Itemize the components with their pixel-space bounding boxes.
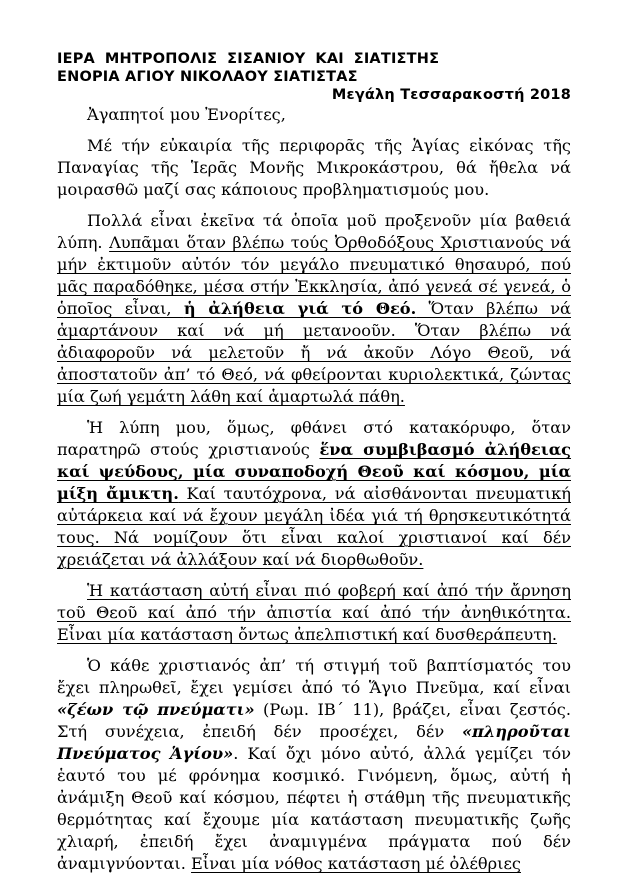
paragraph-2 [57,210,571,408]
date-heading: Μεγάλη Τεσσαρακοστή 2018 [331,87,571,103]
text-run: . Καί ὄχι μόνο αὐτό, ἀλλά γεμίζει τόν ἑαυτό του μέ φρόνημα κοσμικό. Γινόμενη, ὅμως, αὐτή ἡ ἀνάμιξη Θεοῦ καί κόσμου, πέφτει ἡ στάθμη τῆς πνευματικῆς θερμότητας καί ἔχουμε μία κατάσταση πνευματικῆς ζωῆς χλιαρή, ἐπειδή ἔχει ἀναμιγμένα πράγματα πού δέν ἀναμιγνύονται. [57,744,571,873]
underlined-run: Ὅταν βλέπω νά ἁμαρτάνουν καί νά μή μετανοοῦν. Ὅταν βλέπω νά ἀδιαφοροῦν νά μελετοῦν ἤ νά ἀκοῦν Λόγο Θεοῦ, νά ἀποστατοῦν ἀπ’ τό Θεό, νά φθείρονται κυριολεκτικά, ζώντας μία ζωή γεμάτη λάθη καί ἁμαρτωλά πάθη. [57,299,571,406]
underlined-run: Λυπᾶμαι ὅταν βλέπω τούς Ὀρθοδόξους Χριστιανούς νά μήν ἐκτιμοῦν αὐτόν τόν μεγάλο πνευματικό θησαυρό, πού μᾶς παραδόθηκε, μέσα στήν Ἐκκλησία, ἀπό γενεά σέ γενεά, ὁ ὁποῖος εἶναι, [57,233,571,318]
metropolis-name: ΙΕΡΑ ΜΗΤΡΟΠΟΛΙΣ ΣΙΣΑΝΙΟΥ ΚΑΙ ΣΙΑΤΙΣΤΗΣ [57,51,440,67]
salutation: Ἀγαπητοί μου Ἐνορίτες, [87,105,286,124]
text-run: Πολλά εἶναι ἐκεῖνα τά ὁποῖα μοῦ προξενοῦν μία βαθειά λύπη. [57,211,571,252]
scripture-quote: «ζέων τῷ πνεύματι» [57,700,255,719]
bold-underlined-run: ἕνα συμβιβασμό ἀλήθειας καί ψεύδους, μία συναποδοχή Θεοῦ καί κόσμου, μία μίξη ἄμικτη. [57,440,572,503]
text-run: Ὁ κάθε χριστιανός ἀπ’ τή στιγμή τοῦ βαπτίσματός του ἔχει πληρωθεῖ, ἔχει γεμίσει ἀπό τό Ἅγιο Πνεῦμα, καί εἶναι [57,656,571,697]
paragraph-5 [57,655,571,875]
underlined-run: Ἡ κατάσταση αὐτή εἶναι πιό φοβερή καί ἀπό τήν ἄρνηση τοῦ Θεοῦ καί ἀπό τήν ἀπιστία καί ἀπό τήν ἀνηθικότητα. Εἶναι μία κατάσταση ὄντως ἀπελπιστική καί δυσθεράπευτη. [57,581,571,644]
text-run: (Ρωμ. ΙΒ´ 11), βράζει, εἶναι ζεστός. Στή συνέχεια, ἐπειδή δέν προσέχει, δέν [57,700,571,741]
letter-body [57,104,571,875]
paragraph-3 [57,417,571,571]
paragraph-4 [57,580,571,646]
bold-underlined-run: ἡ ἀλήθεια γιά τό Θεό. [183,299,417,318]
text-run: Μέ τήν εὐκαιρία τῆς περιφορᾶς τῆς Ἁγίας εἰκόνας τῆς Παναγίας τῆς Ἱερᾶς Μονῆς Μικροκάστρου, θά ἤθελα νά μοιρασθῶ μαζί σας κάποιους προβληματισμούς μου. [57,136,571,199]
parish-name: ΕΝΟΡΙΑ ΑΓΙΟΥ ΝΙΚΟΛΑΟΥ ΣΙΑΤΙΣΤΑΣ [57,69,358,85]
paragraph-1 [57,135,571,201]
scripture-quote: «πληροῦται Πνεύματος Ἁγίου» [57,722,571,763]
letterhead [57,50,571,104]
underlined-run: Εἶναι μία νόθος κατάσταση μέ ὀλέθριες [191,854,521,873]
text-run: Ἡ λύπη μου, ὅμως, φθάνει στό κατακόρυφο, ὅταν παρατηρῶ στούς χριστιανούς [57,418,571,459]
underlined-run: Καί ταυτόχρονα, νά αἰσθάνονται πνευματική αὐτάρκεια καί νά ἔχουν μεγάλη ἰδέα γιά τή θρησκευτικότητά τους. Νά νομίζουν ὅτι εἶναι καλοί χριστιανοί καί δέν χρειάζεται νά ἀλλάξουν καί νά διορθωθοῦν. [57,484,571,569]
